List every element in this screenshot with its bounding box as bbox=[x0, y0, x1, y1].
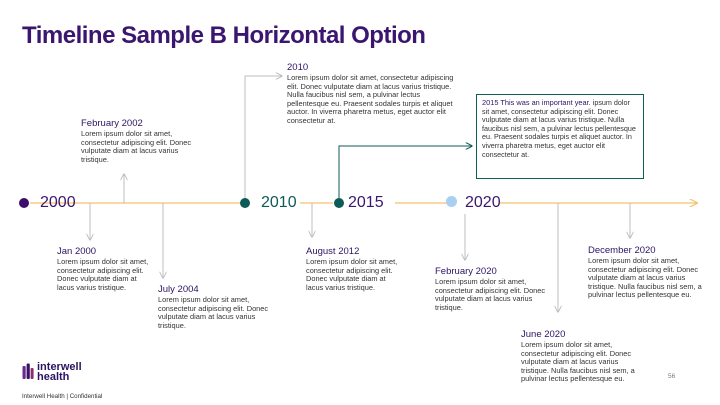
event-dec2020 bbox=[588, 245, 708, 300]
event-body: Lorem ipsum dolor sit amet, consectetur adipiscing elit. Donec vulputate diam at lacus varius tristique. bbox=[306, 257, 398, 292]
event-feb2002 bbox=[81, 118, 199, 164]
year-dot-2010 bbox=[240, 198, 250, 208]
event-body: Lorem ipsum dolor sit amet, consectetur adipiscing elit. Donec vulputate diam at lacus varius tristique. Nulla faucibus nisl sem, a pulvinar lectus pellentesque eu. Praesent sodales turpis et aliquet auctor. In viverra pharetra metus, eget auctor elit consectetur at. bbox=[287, 73, 454, 125]
highlight-heading: 2015 This was an important year. bbox=[482, 98, 591, 107]
event-2010 bbox=[287, 62, 459, 126]
event-heading: August 2012 bbox=[306, 246, 360, 257]
highlight-body: ipsum dolor sit amet, consectetur adipiscing elit. Donec vulputate diam at lacus varius tristique. Nulla faucibus nisl sem, a pulvinar lectus pellentesque eu. Praesent sodales turpis et aliquet auctor. In viverra pharetra metus, eget auctor elit consectetur at. bbox=[482, 98, 636, 159]
event-body: Lorem ipsum dolor sit amet, consectetur adipiscing elit. Donec vulputate diam at lacus varius tristique. Nulla faucibus nisl sem, a pulvinar lectus pellentesque eu. bbox=[521, 340, 635, 384]
event-body: Lorem ipsum dolor sit amet, consectetur adipiscing elit. Donec vulputate diam at lacus varius tristique. bbox=[158, 295, 269, 330]
highlight-box-2015 bbox=[476, 94, 644, 179]
event-heading: July 2004 bbox=[158, 284, 199, 295]
logo-mark-icon bbox=[22, 363, 34, 380]
event-july2004 bbox=[158, 284, 276, 330]
logo-line1: interwell bbox=[37, 361, 82, 373]
year-dot-2020 bbox=[446, 196, 457, 207]
year-dot-2000 bbox=[19, 198, 29, 208]
slide-title: Timeline Sample B Horizontal Option bbox=[22, 22, 426, 49]
year-label-2020: 2020 bbox=[465, 194, 501, 211]
event-heading: 2010 bbox=[287, 62, 309, 73]
year-label-2000: 2000 bbox=[40, 194, 76, 211]
event-heading: December 2020 bbox=[588, 245, 656, 256]
event-body: Lorem ipsum dolor sit amet, consectetur adipiscing elit. Donec vulputate diam at lacus varius tristique. Nulla faucibus nisl sem, a pulvinar lectus pellentesque eu. bbox=[588, 256, 702, 300]
event-heading: February 2020 bbox=[435, 266, 497, 277]
event-heading: Jan 2000 bbox=[57, 246, 97, 257]
event-body: Lorem ipsum dolor sit amet, consectetur adipiscing elit. Donec vulputate diam at lacus varius tristique. bbox=[435, 277, 546, 312]
event-heading: June 2020 bbox=[521, 329, 566, 340]
interwell-health-logo bbox=[22, 362, 82, 382]
event-jan2000 bbox=[57, 246, 149, 292]
year-dot-2015 bbox=[334, 198, 344, 208]
event-body: Lorem ipsum dolor sit amet, consectetur adipiscing elit. Donec vulputate diam at lacus varius tristique. bbox=[81, 129, 192, 164]
connector-2010 bbox=[245, 76, 282, 198]
event-june2020 bbox=[521, 329, 639, 384]
page-number: 56 bbox=[668, 373, 676, 380]
year-label-2015: 2015 bbox=[348, 194, 384, 211]
footer-text: Interwell Health | Confidential bbox=[22, 393, 103, 400]
connector-2015-highlight bbox=[339, 146, 472, 198]
event-aug2012 bbox=[306, 246, 398, 292]
event-body: Lorem ipsum dolor sit amet, consectetur adipiscing elit. Donec vulputate diam at lacus varius tristique. bbox=[57, 257, 149, 292]
event-feb2020 bbox=[435, 266, 551, 312]
logo-line2: health bbox=[37, 371, 70, 383]
year-label-2010: 2010 bbox=[261, 194, 297, 211]
event-heading: February 2002 bbox=[81, 118, 143, 129]
